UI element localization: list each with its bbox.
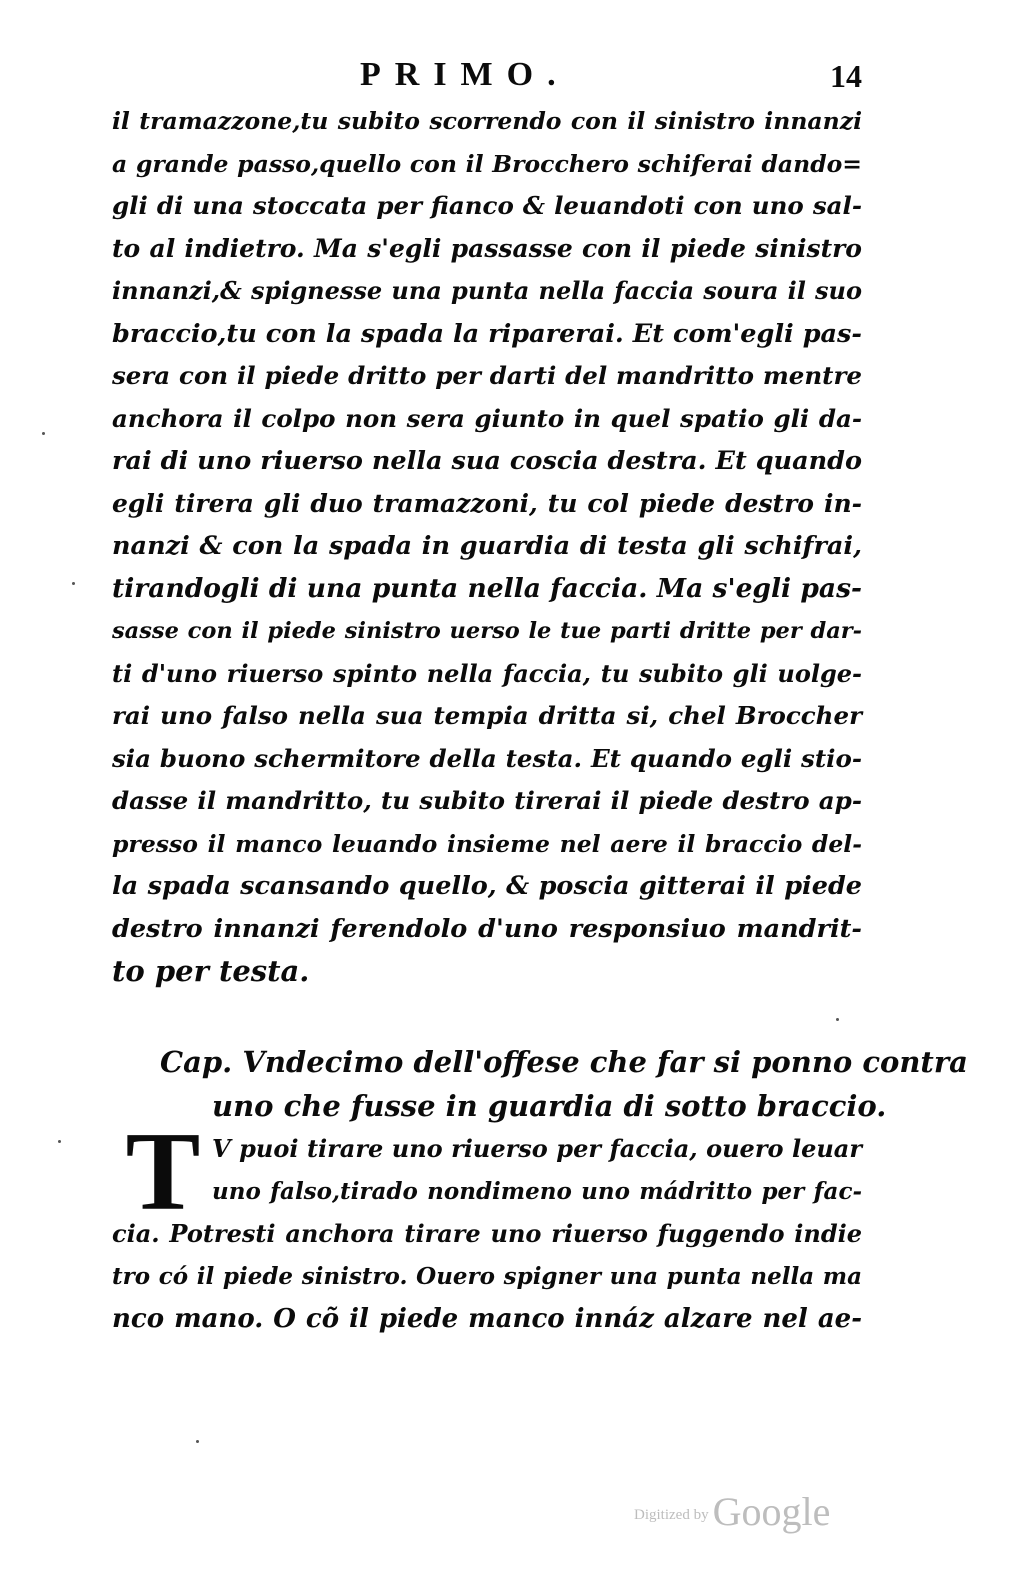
text-line: tirandogli di una punta nella faccia. Ma s'egli pas- [112, 572, 862, 604]
paper-speck [42, 432, 45, 435]
text-line: sasse con il piede sinistro uerso le tue parti dritte per dar- [112, 618, 862, 644]
text-line: egli tirera gli duo tramazzoni, tu col piede destro in- [112, 488, 862, 518]
text-line: cia. Potresti anchora tirare uno riuerso fuggendo indie [112, 1219, 862, 1248]
running-title: PRIMO. [360, 56, 570, 93]
text-line: sia buono schermitore della testa. Et quando egli stio- [112, 743, 862, 773]
text-line: sera con il piede dritto per darti del mandritto mentre [112, 361, 862, 390]
text-line: to al indietro. Ma s'egli passasse con il piede sinistro [112, 233, 862, 263]
text-line: to per testa. [112, 954, 310, 988]
text-line: tro có il piede sinistro. Ouero spigner una punta nella ma [112, 1262, 862, 1290]
paper-speck [196, 1440, 199, 1443]
text-line: nco mano. O cõ il piede manco innáz alzare nel ae- [112, 1304, 862, 1334]
text-line: gli di una stoccata per fianco & leuandoti con uno sal- [112, 191, 862, 220]
text-line: nanzi & con la spada in guardia di testa gli schifrai, [112, 531, 862, 561]
text-line: destro innanzi ferendolo d'uno responsiuo mandrit- [112, 913, 862, 944]
text-line: braccio,tu con la spada la riparerai. Et com'egli pas- [112, 318, 862, 349]
google-logo: Google [712, 1489, 831, 1534]
text-line: la spada scansando quello, & poscia gitterai il piede [112, 871, 862, 901]
digitized-watermark [634, 1488, 830, 1535]
text-line: dasse il mandritto, tu subito tirerai il piede destro ap- [112, 786, 862, 815]
paper-speck [72, 582, 75, 585]
running-head [110, 56, 870, 100]
drop-cap: T [125, 1110, 201, 1234]
watermark-prefix: Digitized by [634, 1507, 709, 1523]
text-line: ti d'uno riuerso spinto nella faccia, tu subito gli uolge- [112, 658, 862, 688]
text-line: anchora il colpo non sera giunto in quel spatio gli da- [112, 403, 862, 433]
text-line: innanzi,& spignesse una punta nella faccia soura il suo [112, 276, 862, 305]
chapter-body [112, 1128, 862, 1341]
text-line: V puoi tirare uno riuerso per faccia, ouero leuar [212, 1134, 862, 1163]
paper-speck [58, 1140, 61, 1143]
paper-speck [836, 1018, 839, 1021]
chapter-heading [160, 1040, 968, 1128]
page-number: 14 [830, 58, 862, 94]
text-line: presso il manco leuando insieme nel aere il braccio del- [112, 829, 862, 858]
text-line: uno falso,tirado nondimeno uno mádritto per fac- [212, 1177, 862, 1205]
text-line: a grande passo,quello con il Brocchero schiferai dando= [112, 149, 862, 178]
text-line: rai uno falso nella sua tempia dritta si, chel Broccher [112, 701, 862, 730]
chapter-heading-line: Cap. Vndecimo dell'offese che far si ponno contra [160, 1045, 968, 1079]
text-line: rai di uno riuerso nella sua coscia destra. Et quando [112, 446, 862, 476]
text-line: il tramazzone,tu subito scorrendo con il sinistro innanzi [112, 107, 862, 135]
chapter-heading-line: uno che fusse in guardia di sotto braccio. [212, 1089, 887, 1123]
body-text [112, 100, 862, 993]
